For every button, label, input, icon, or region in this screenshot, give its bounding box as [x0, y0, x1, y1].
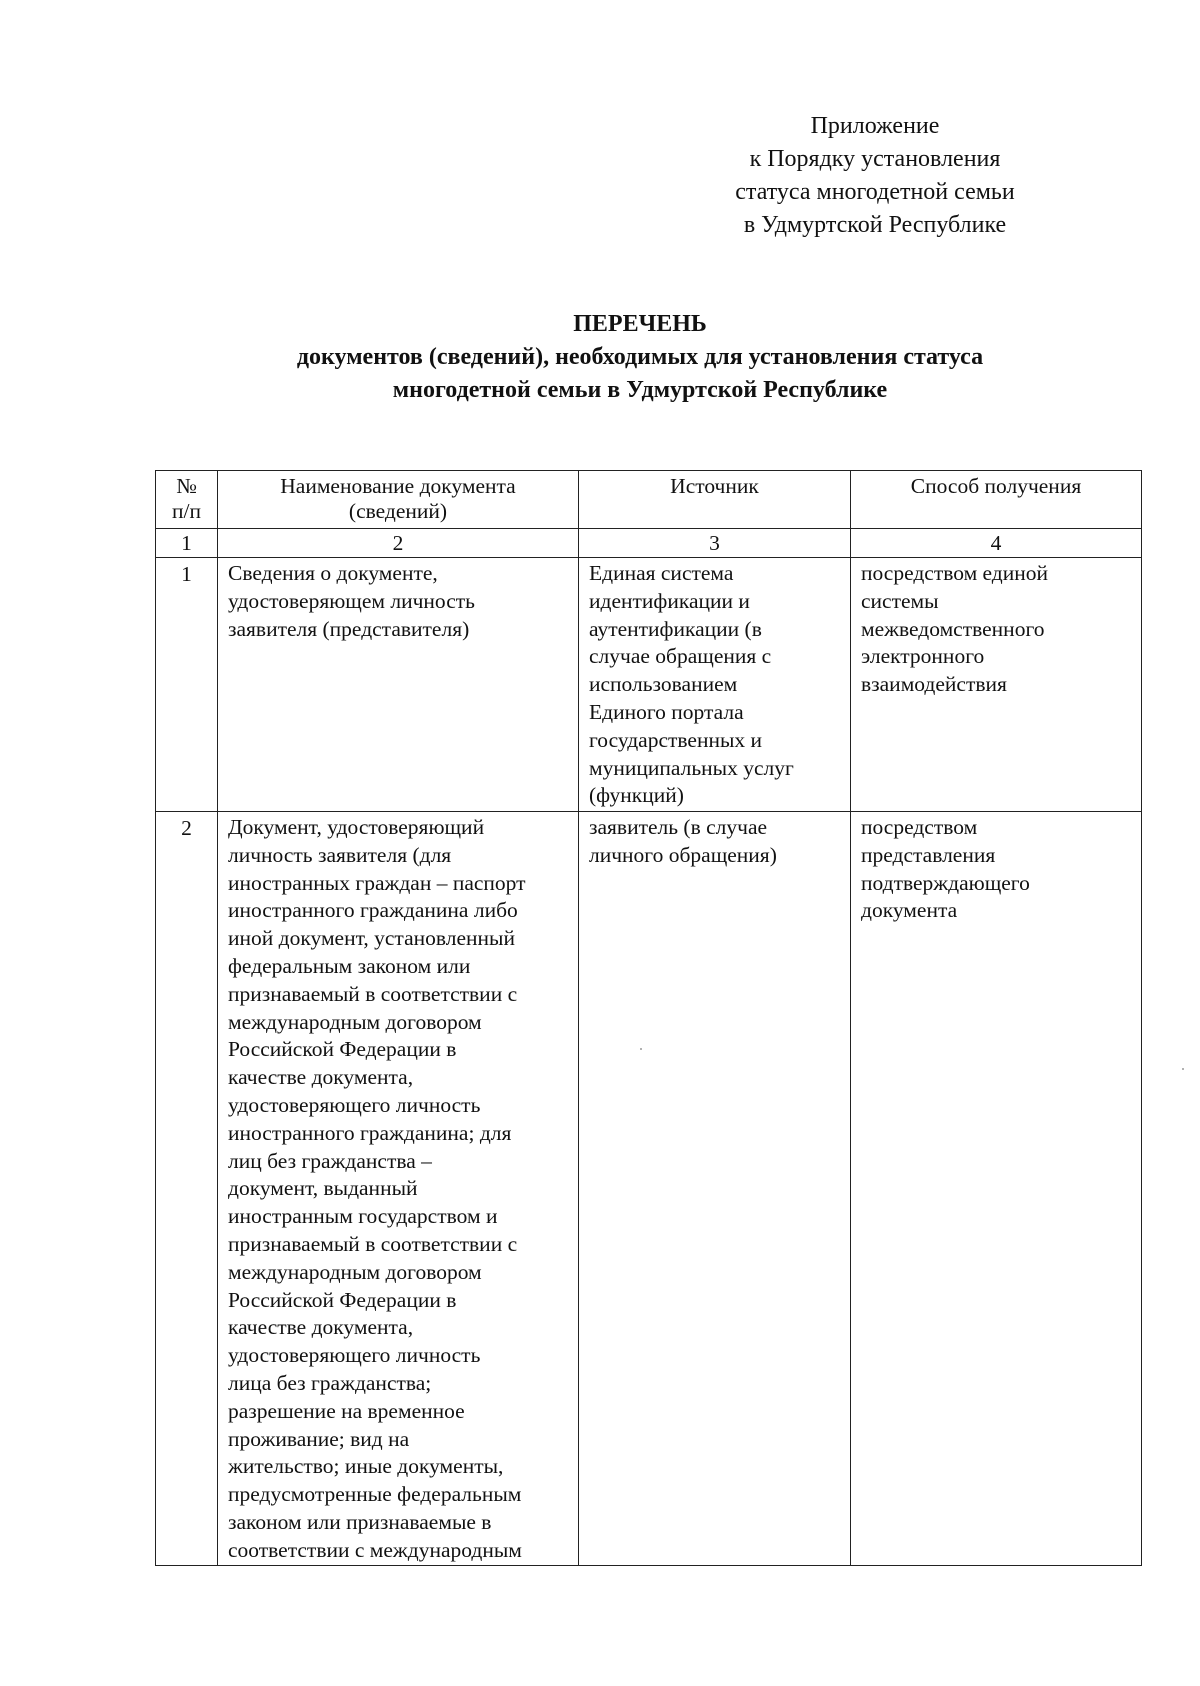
appendix-line: Приложение: [810, 113, 940, 139]
column-number: 4: [851, 529, 1142, 558]
heading-subtitle-line: многодетной семьи в Удмуртской Республике: [392, 377, 888, 403]
column-numbers-row: [156, 529, 1142, 558]
header-number: № п/п: [156, 471, 218, 529]
heading-title: ПЕРЕЧЕНЬ: [573, 311, 707, 337]
header-method: Способ получения: [851, 471, 1142, 529]
heading-subtitle-line: документов (сведений), необходимых для установления статуса: [296, 344, 984, 370]
scan-speck: [1182, 1068, 1184, 1070]
column-number: 2: [218, 529, 579, 558]
document-name-cell: Сведения о документе, удостоверяющем личность заявителя (представителя): [218, 558, 579, 812]
appendix-block: [700, 110, 1050, 242]
scan-speck: [640, 1048, 642, 1050]
document-heading: [140, 308, 1140, 407]
source-cell: Единая система идентификации и аутентификации (в случае обращения с использованием Единого портала государственных и муниципальных услуг (функций): [579, 558, 851, 812]
documents-table: [155, 470, 1142, 1566]
appendix-line: статуса многодетной семьи: [735, 179, 1015, 205]
row-number: 2: [156, 812, 218, 1566]
table-row: [156, 558, 1142, 812]
column-number: 1: [156, 529, 218, 558]
header-source: Источник: [579, 471, 851, 529]
row-number: 1: [156, 558, 218, 812]
document-name-cell: Документ, удостоверяющий личность заявителя (для иностранных граждан – паспорт иностранного гражданина либо иной документ, установленный федеральным законом или признаваемый в соответствии с международным договором Российской Федерации в качестве документа, удостоверяющего личность иностранного гражданина; для лиц без гражданства – документ, выданный иностранным государством и признаваемый в соответствии с международным договором Российской Федерации в качестве документа, удостоверяющего личность лица без гражданства; разрешение на временное проживание; вид на жительство; иные документы, предусмотренные федеральным законом или признаваемые в соответствии с международным: [218, 812, 579, 1566]
table-row: [156, 812, 1142, 1566]
header-document-name: Наименование документа (сведений): [218, 471, 579, 529]
appendix-line: в Удмуртской Республике: [743, 212, 1007, 238]
source-cell: заявитель (в случае личного обращения): [579, 812, 851, 1566]
method-cell: посредством единой системы межведомственного электронного взаимодействия: [851, 558, 1142, 812]
method-cell: посредством представления подтверждающего документа: [851, 812, 1142, 1566]
column-number: 3: [579, 529, 851, 558]
table-header-row: [156, 471, 1142, 529]
appendix-line: к Порядку установления: [749, 146, 1001, 172]
